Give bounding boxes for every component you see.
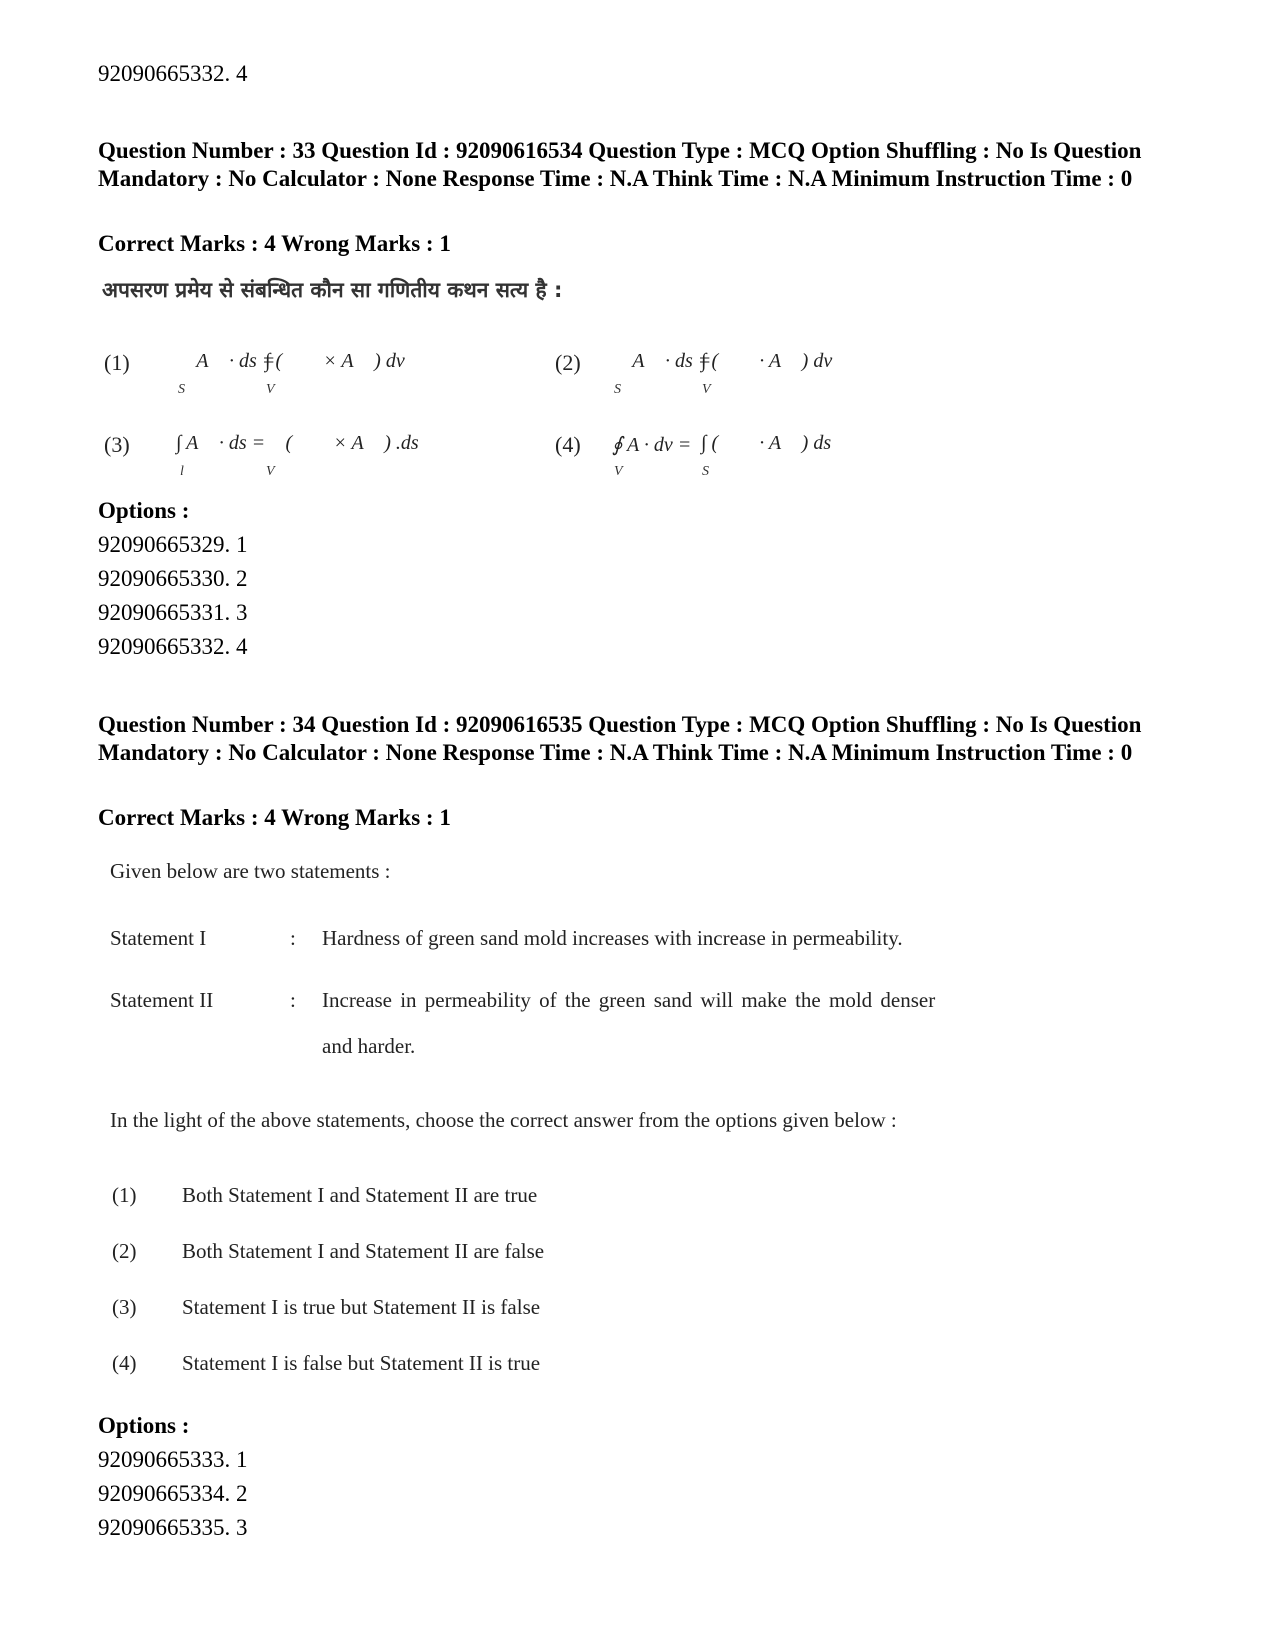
q33-question-text: अपसरण प्रमेय से संबन्धित कौन सा गणितीय कथन सत्य है : (102, 278, 563, 302)
q34-choice-2-text: Both Statement I and Statement II are false (182, 1239, 545, 1263)
q34-choice-1-num: (1) (112, 1183, 137, 1207)
q33-choice-3-lhs: ∫ A⃗ · ds = (176, 432, 266, 454)
q33-choice-4-lower2: S (702, 464, 709, 479)
q33-option-4: 92090665332. 4 (98, 634, 248, 659)
statement-1-label: Statement I (110, 926, 207, 950)
q33-choice-4-rhs: ∫ ( ∇⃗ · A⃗ ) ds (701, 432, 832, 454)
q33-choice-2-lower1: S (614, 382, 621, 397)
q34-intro: Given below are two statements : (110, 859, 391, 883)
statement-2-text-line1: Increase in permeability of the green sand will make the mold denser (322, 988, 936, 1012)
q34-choice-4-num: (4) (112, 1351, 137, 1375)
statement-2-text-line2: and harder. (322, 1034, 416, 1058)
q33-choice-1-lower1: S (178, 382, 185, 397)
q33-choice-3-lower2: V (266, 464, 275, 479)
q34-choice-2-num: (2) (112, 1239, 137, 1263)
q34-choice-3-num: (3) (112, 1295, 137, 1319)
statement-2-label: Statement II (110, 988, 214, 1012)
q33-option-3: 92090665331. 3 (98, 600, 248, 625)
prev-option-4: 92090665332. 4 (98, 61, 248, 86)
q33-choice-4-num: (4) (555, 432, 581, 457)
q33-choice-1-lhs: ∮ A⃗ · ds = (176, 350, 276, 372)
q34-marks: Correct Marks : 4 Wrong Marks : 1 (98, 805, 451, 830)
q34-option-1: 92090665333. 1 (98, 1447, 248, 1472)
q34-choice-4-text: Statement I is false but Statement II is true (182, 1351, 541, 1375)
q34-options-label: Options : (98, 1413, 190, 1438)
q33-choice-1-rhs: ∫ ( ∇⃗ × A⃗ ) dv (265, 350, 405, 372)
q34-choice-3-text: Statement I is true but Statement II is false (182, 1295, 541, 1319)
q34-prompt: In the light of the above statements, choose the correct answer from the options given below : (110, 1108, 897, 1132)
q33-header: Question Number : 33 Question Id : 92090616534 Question Type : MCQ Option Shuffling : No Is Question Mandatory : No Calculator : None Response Time : N.A Think Time : N.A Minimum Instruction Time : 0 (98, 138, 1142, 191)
q33-choice-3-lower1: l (180, 464, 184, 479)
q33-option-2: 92090665330. 2 (98, 566, 248, 591)
q33-option-1: 92090665329. 1 (98, 532, 248, 557)
q33-choice-4-lhs: ∮ A · dv = (612, 434, 692, 456)
q33-marks: Correct Marks : 4 Wrong Marks : 1 (98, 231, 451, 256)
q33-choice-2-lhs: ∮ A⃗ · ds = (612, 350, 712, 372)
q33-options-label: Options : (98, 498, 190, 523)
q33-choice-1-lower2: V (266, 382, 275, 397)
statement-1-colon: : (290, 926, 296, 950)
q33-choice-1-num: (1) (104, 350, 130, 375)
q33-choice-4-lower1: V (614, 464, 623, 479)
q33-choice-2-rhs: ∫ ( ∇⃗ · A⃗ ) dv (701, 350, 833, 372)
q33-choice-2-num: (2) (555, 350, 581, 375)
q33-choice-3-rhs: ∮ ( ∇⃗ × A⃗ ) .ds (265, 432, 419, 454)
q34-choice-1-text: Both Statement I and Statement II are true (182, 1183, 538, 1207)
statement-1-text: Hardness of green sand mold increases with increase in permeability. (322, 926, 903, 950)
q34-option-2: 92090665334. 2 (98, 1481, 248, 1506)
q33-choice-3-num: (3) (104, 432, 130, 457)
statement-2-colon: : (290, 988, 296, 1012)
q34-header: Question Number : 34 Question Id : 92090616535 Question Type : MCQ Option Shuffling : No Is Question Mandatory : No Calculator : None Response Time : N.A Think Time : N.A Minimum Instruction Time : 0 (98, 712, 1142, 765)
q34-option-3: 92090665335. 3 (98, 1515, 248, 1540)
q33-choice-2-lower2: V (702, 382, 711, 397)
